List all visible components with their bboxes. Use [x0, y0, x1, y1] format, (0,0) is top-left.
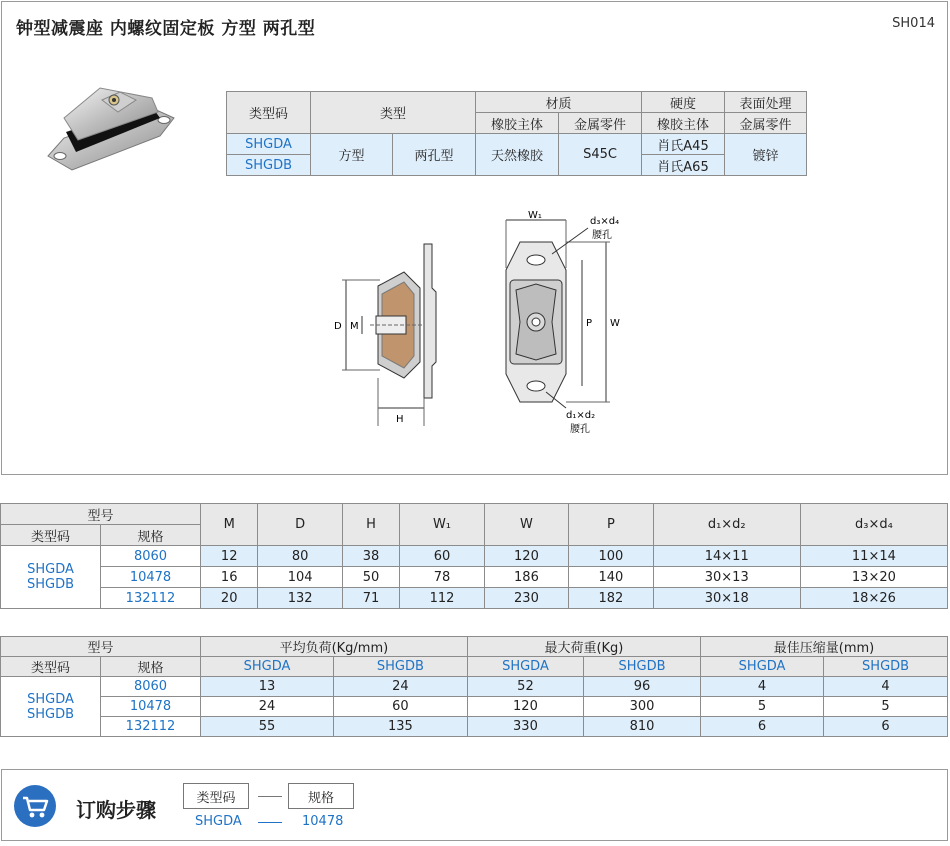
value-cell: 11×14 [800, 546, 947, 567]
dim-col-d3d4: d₃×d₄ [800, 504, 947, 546]
table-row [1, 588, 948, 609]
value-cell: 30×18 [653, 588, 800, 609]
slot-top-label: 腰孔 [592, 230, 612, 241]
page-title: 钟型减震座 内螺纹固定板 方型 两孔型 [16, 19, 316, 39]
sub-rubber-body: 橡胶主体 [476, 113, 559, 134]
dim-type-code-header: 类型码 [1, 525, 101, 546]
dim-spec-header: 规格 [101, 525, 201, 546]
type-code-b: SHGDB [227, 155, 311, 176]
load-table [0, 636, 948, 737]
dim-d-label: D [334, 321, 342, 332]
table-row [1, 697, 948, 717]
dim-m-label: M [350, 321, 359, 332]
spec-cell: 10478 [101, 567, 201, 588]
example-spec: 10478 [302, 814, 344, 829]
dim-w-label: W [610, 318, 620, 329]
sub-metal-parts-2: 金属零件 [725, 113, 807, 134]
table-row [1, 546, 948, 567]
dim-col-p: P [569, 504, 653, 546]
order-steps-title: 订购步骤 [76, 798, 156, 822]
value-cell: 104 [258, 567, 342, 588]
value-cell: 4 [824, 677, 948, 697]
hardness-a: 肖氏A45 [642, 134, 725, 155]
value-cell: 132 [258, 588, 342, 609]
value-cell: 50 [342, 567, 399, 588]
table-row [1, 677, 948, 697]
value-cell: 60 [334, 697, 468, 717]
value-cell: 13×20 [800, 567, 947, 588]
col-surface: 表面处理 [725, 92, 807, 113]
value-cell: 24 [201, 697, 334, 717]
material-table [226, 91, 807, 176]
value-cell: 96 [584, 677, 701, 697]
value-cell: 230 [484, 588, 568, 609]
value-cell: 18×26 [800, 588, 947, 609]
type-code-box: 类型码 [183, 783, 249, 809]
spec-cell: 8060 [101, 677, 201, 697]
value-cell: 810 [584, 717, 701, 737]
dim-code-a: SHGDA [27, 562, 74, 577]
value-cell: 55 [201, 717, 334, 737]
order-steps-panel [1, 769, 948, 841]
dim-d1d2-label: d₁×d₂ [566, 410, 596, 421]
value-cell: 12 [201, 546, 258, 567]
sub-header: SHGDB [334, 657, 468, 677]
dim-col-m: M [201, 504, 258, 546]
value-cell: 120 [484, 546, 568, 567]
metal-material: S45C [559, 134, 642, 176]
type-shape: 方型 [311, 134, 393, 176]
value-cell: 300 [584, 697, 701, 717]
dim-w1-label: W₁ [528, 210, 542, 221]
example-type-code: SHGDA [195, 814, 242, 829]
sub-header: SHGDA [467, 657, 583, 677]
dim-type-codes [1, 546, 101, 609]
dim-col-d1d2: d₁×d₂ [653, 504, 800, 546]
value-cell: 112 [400, 588, 484, 609]
value-cell: 24 [334, 677, 468, 697]
value-cell: 71 [342, 588, 399, 609]
dim-model-header: 型号 [1, 504, 201, 525]
value-cell: 120 [467, 697, 583, 717]
value-cell: 14×11 [653, 546, 800, 567]
value-cell: 140 [569, 567, 653, 588]
hardness-b: 肖氏A65 [642, 155, 725, 176]
slot-bottom-label: 腰孔 [570, 424, 590, 435]
value-cell: 5 [824, 697, 948, 717]
col-type-code: 类型码 [227, 92, 311, 134]
value-cell: 4 [700, 677, 823, 697]
table-row [1, 717, 948, 737]
load-type-code-header: 类型码 [1, 657, 101, 677]
load-model-header: 型号 [1, 637, 201, 657]
value-cell: 20 [201, 588, 258, 609]
dim-col-d: D [258, 504, 342, 546]
value-cell: 100 [569, 546, 653, 567]
sub-header: SHGDA [201, 657, 334, 677]
col-hardness: 硬度 [642, 92, 725, 113]
dim-h-label: H [396, 414, 404, 425]
value-cell: 60 [400, 546, 484, 567]
separator-line [258, 796, 282, 797]
dim-d3d4-label: d₃×d₄ [590, 216, 620, 227]
best-compression-header: 最佳压缩量(mm) [700, 637, 947, 657]
load-spec-header: 规格 [101, 657, 201, 677]
cart-icon [14, 785, 56, 827]
value-cell: 16 [201, 567, 258, 588]
dimension-table [0, 503, 948, 609]
value-cell: 52 [467, 677, 583, 697]
load-code-a: SHGDA [27, 691, 74, 707]
value-cell: 6 [700, 717, 823, 737]
value-cell: 6 [824, 717, 948, 737]
dim-col-w1: W₁ [400, 504, 484, 546]
load-code-b: SHGDB [26, 706, 75, 722]
sub-header: SHGDB [824, 657, 948, 677]
load-type-codes [1, 677, 101, 737]
surface-treatment: 镀锌 [725, 134, 807, 176]
spec-box: 规格 [288, 783, 354, 809]
value-cell: 135 [334, 717, 468, 737]
value-cell: 78 [400, 567, 484, 588]
value-cell: 38 [342, 546, 399, 567]
max-load-header: 最大荷重(Kg) [467, 637, 700, 657]
rubber-material: 天然橡胶 [476, 134, 559, 176]
sub-header: SHGDB [584, 657, 701, 677]
value-cell: 330 [467, 717, 583, 737]
spec-cell: 132112 [101, 588, 201, 609]
spec-cell: 10478 [101, 697, 201, 717]
type-code-a: SHGDA [227, 134, 311, 155]
dim-col-h: H [342, 504, 399, 546]
product-photo [42, 78, 182, 188]
col-type: 类型 [311, 92, 476, 134]
product-code: SH014 [892, 16, 935, 31]
value-cell: 186 [484, 567, 568, 588]
value-cell: 30×13 [653, 567, 800, 588]
technical-drawing [320, 208, 640, 464]
table-row [1, 567, 948, 588]
sub-header: SHGDA [700, 657, 823, 677]
value-cell: 13 [201, 677, 334, 697]
spec-cell: 132112 [101, 717, 201, 737]
spec-cell: 8060 [101, 546, 201, 567]
sub-rubber-body-2: 橡胶主体 [642, 113, 725, 134]
value-cell: 80 [258, 546, 342, 567]
col-material: 材质 [476, 92, 642, 113]
avg-load-header: 平均负荷(Kg/mm) [201, 637, 468, 657]
type-holes: 两孔型 [393, 134, 476, 176]
dim-code-b: SHGDB [26, 577, 75, 592]
value-cell: 5 [700, 697, 823, 717]
dim-col-w: W [484, 504, 568, 546]
example-separator-line [258, 822, 282, 823]
dim-p-label: P [586, 318, 593, 329]
value-cell: 182 [569, 588, 653, 609]
product-panel [1, 1, 948, 475]
sub-metal-parts: 金属零件 [559, 113, 642, 134]
